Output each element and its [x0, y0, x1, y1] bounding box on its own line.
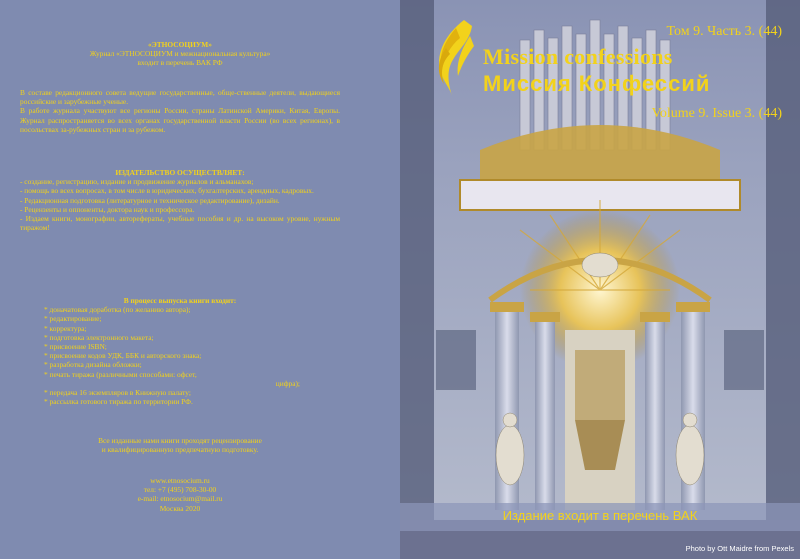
- process-item: * рассылка готового тиража по территории РФ.: [44, 397, 193, 407]
- flame-logo-icon: [426, 18, 476, 98]
- about-section: [20, 88, 340, 134]
- services-item: - Редакционная подготовка (литературное и техническое редактирование), дизайн.: [20, 195, 280, 205]
- process-item: * передача 16 экземпляров в Книжную палату;: [44, 388, 191, 398]
- vak-line: входит в перечень ВАК РФ: [137, 58, 223, 68]
- phone-text: тел: +7 (495) 708-30-00: [143, 485, 217, 495]
- services-item: - Издаем книги, монографии, авторефераты, учебные пособия и др. на высоком уровне, нужным тиражом!: [20, 214, 340, 233]
- website-link[interactable]: www.etnosocium.ru: [150, 476, 210, 485]
- volume-en: Volume 9. Issue 3. (44): [651, 106, 782, 121]
- journal-line: Журнал «ЭТНОСОЦИУМ и межнациональная культура»: [89, 49, 271, 59]
- process-item: * доначатовая доработка (по желанию автора);: [44, 305, 191, 315]
- publisher-name: «ЭТНОСОЦИУМ»: [148, 40, 212, 49]
- process-item: * разработка дизайна обложки;: [44, 360, 142, 370]
- process-section: [20, 296, 340, 406]
- volume-ru: Том 9. Часть 3. (44): [666, 24, 782, 39]
- vak-band: [400, 503, 800, 531]
- email-link[interactable]: e-mail: etnosocium@mail.ru: [137, 494, 223, 504]
- review-note: [20, 436, 340, 454]
- contacts: [20, 476, 340, 513]
- process-item: * печать тиража (различными способами: офсет,: [44, 369, 197, 379]
- process-heading: В процесс выпуска книги входит:: [123, 296, 237, 305]
- services-item: - помощь во всех вопросах, в том числе в юридических, бухгалтерских, арендных, кадровых.: [20, 186, 314, 196]
- services-heading: ИЗДАТЕЛЬСТВО ОСУЩЕСТВЛЯЕТ:: [115, 168, 245, 177]
- photo-credit: Photo by Ott Maidre from Pexels: [685, 544, 794, 553]
- process-item: * редактирование;: [44, 314, 102, 324]
- about-paragraph: В работе журнала участвуют все регионы России, страны Латинской Америки, Китая, Европы. Журнал распространяется во всех органах государственной власти России (во всех регионах), в посольствах за-рубежных стран и за рубежом.: [20, 106, 340, 134]
- services-section: [20, 168, 340, 232]
- city-year: Москва 2020: [159, 503, 201, 513]
- journal-title-ru: Миссия Конфессий: [483, 71, 711, 96]
- publisher-header: [20, 40, 340, 68]
- services-item: - Рецензенты и оппоненты, доктора наук и профессора.: [20, 204, 195, 214]
- process-item: * присвоение ISBN;: [44, 342, 107, 352]
- review-line: Все изданные нами книги проходят рецензирование: [98, 436, 262, 445]
- process-item: * корректура;: [44, 323, 87, 333]
- vak-band-text: Издание входит в перечень ВАК: [502, 508, 698, 523]
- about-paragraph: В составе редакционного совета ведущие государственные, обще-ственные деятели, выдающиеся российские и зарубежные ученые.: [20, 88, 340, 107]
- process-item: цифра);: [275, 378, 300, 388]
- process-item: * присвоение кодов УДК, ББК и авторского знака;: [44, 351, 202, 361]
- journal-title-en: Mission confessions: [483, 44, 673, 69]
- front-cover: [400, 0, 800, 559]
- review-line: и квалифицированную предпечатную подготовку.: [101, 445, 259, 455]
- process-item: * подготовка электронного макета;: [44, 332, 154, 342]
- services-item: - создание, регистрацию, издание и продвижение журналов и альманахов;: [20, 177, 254, 187]
